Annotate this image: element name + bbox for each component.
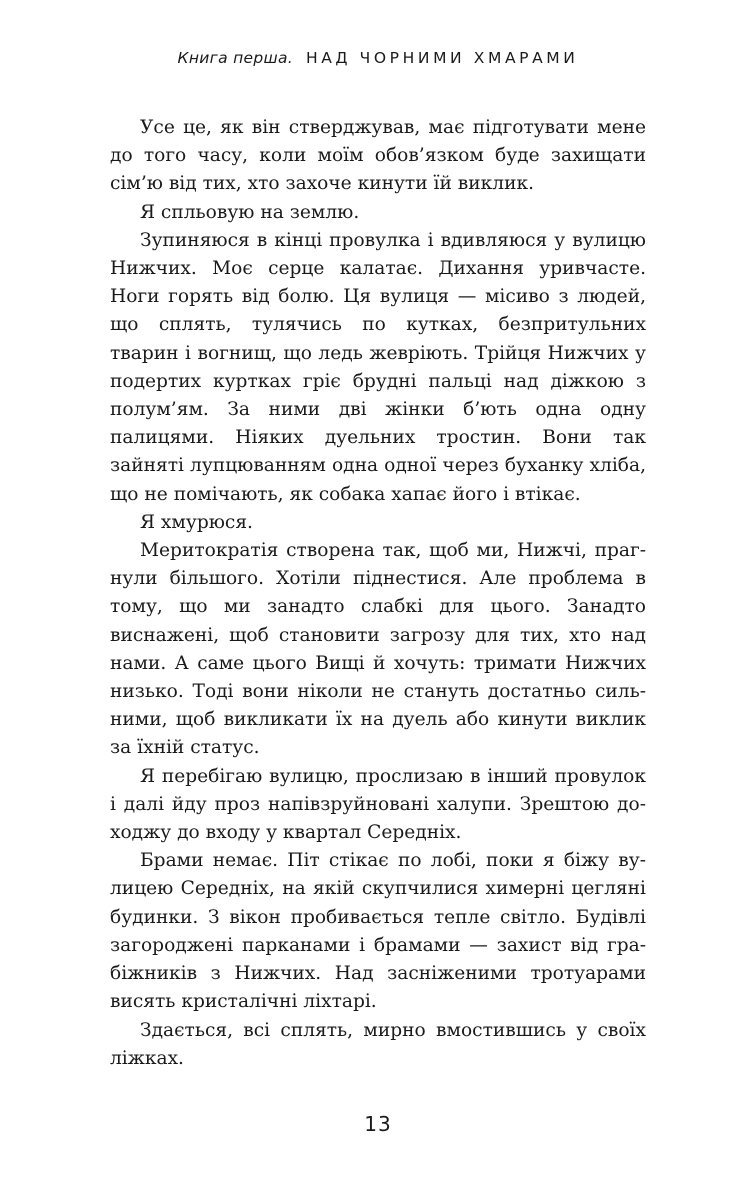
chapter-title: НАД ЧОРНИМИ ХМАРАМИ bbox=[305, 49, 579, 67]
paragraph: Меритократія створена так, щоб ми, Нижчі, прагнули більшого. Хотіли піднестися. Але проблема в тому, що ми занадто слабкі для цього. Занадто виснажені, щоб становити загрозу для тих, хто над нами. А саме цього Вищі й хочуть: тримати Нижчих низько. Тоді вони ніколи не стануть достатньо сильними, щоб викликати їх на дуель або кинути виклик за їхній статус. bbox=[110, 540, 646, 759]
paragraph: Я спльовую на землю. bbox=[140, 201, 360, 223]
paragraph: Брами немає. Піт стікає по лобі, поки я біжу вулицею Середніх, на якій скупчилися химерні цегляні будинки. З вікон пробивається тепле світло. Будівлі загороджені парканами і брамами — захист від грабіжників з Нижчих. Над засніженими тротуарами висять кристалічні ліхтарі. bbox=[110, 850, 646, 1013]
paragraph: Здається, всі сплять, мирно вмостившись у своїх ліжках. bbox=[110, 1019, 646, 1069]
page-number: 13 bbox=[364, 1112, 392, 1136]
body-text bbox=[110, 114, 646, 1073]
paragraph: Усе це, як він стверджував, має підготувати мене до того часу, коли моїм обов’язком буде захищати сім’ю від тих, хто захоче кинути їй виклик. bbox=[110, 117, 646, 195]
paragraph: Я перебігаю вулицю, прослизаю в інший провулок і далі йду проз напівзруйновані халупи. Зрештою доходжу до входу у квартал Середніх. bbox=[110, 765, 646, 844]
book-part-label: Книга перша. bbox=[177, 49, 294, 67]
running-head bbox=[0, 49, 756, 67]
paragraph: Зупиняюся в кінці провулка і вдивляюся у вулицю Нижчих. Моє серце калатає. Дихання уривчасте. Ноги горять від болю. Ця вулиця — місиво з людей, що сплять, тулячись по кутках, безпритульних тварин і вогнищ, що ледь жевріють. Трійця Нижчих у подертих куртках гріє брудні пальці над діжкою з полум’ям. За ними дві жінки б’ють одна одну палицями. Ніяких дуельних тростин. Вони так зайняті лупцюванням одна одної через буханку хліба, що не помічають, як собака хапає його і втікає. bbox=[110, 229, 646, 505]
paragraph: Я хмурюся. bbox=[140, 511, 253, 533]
